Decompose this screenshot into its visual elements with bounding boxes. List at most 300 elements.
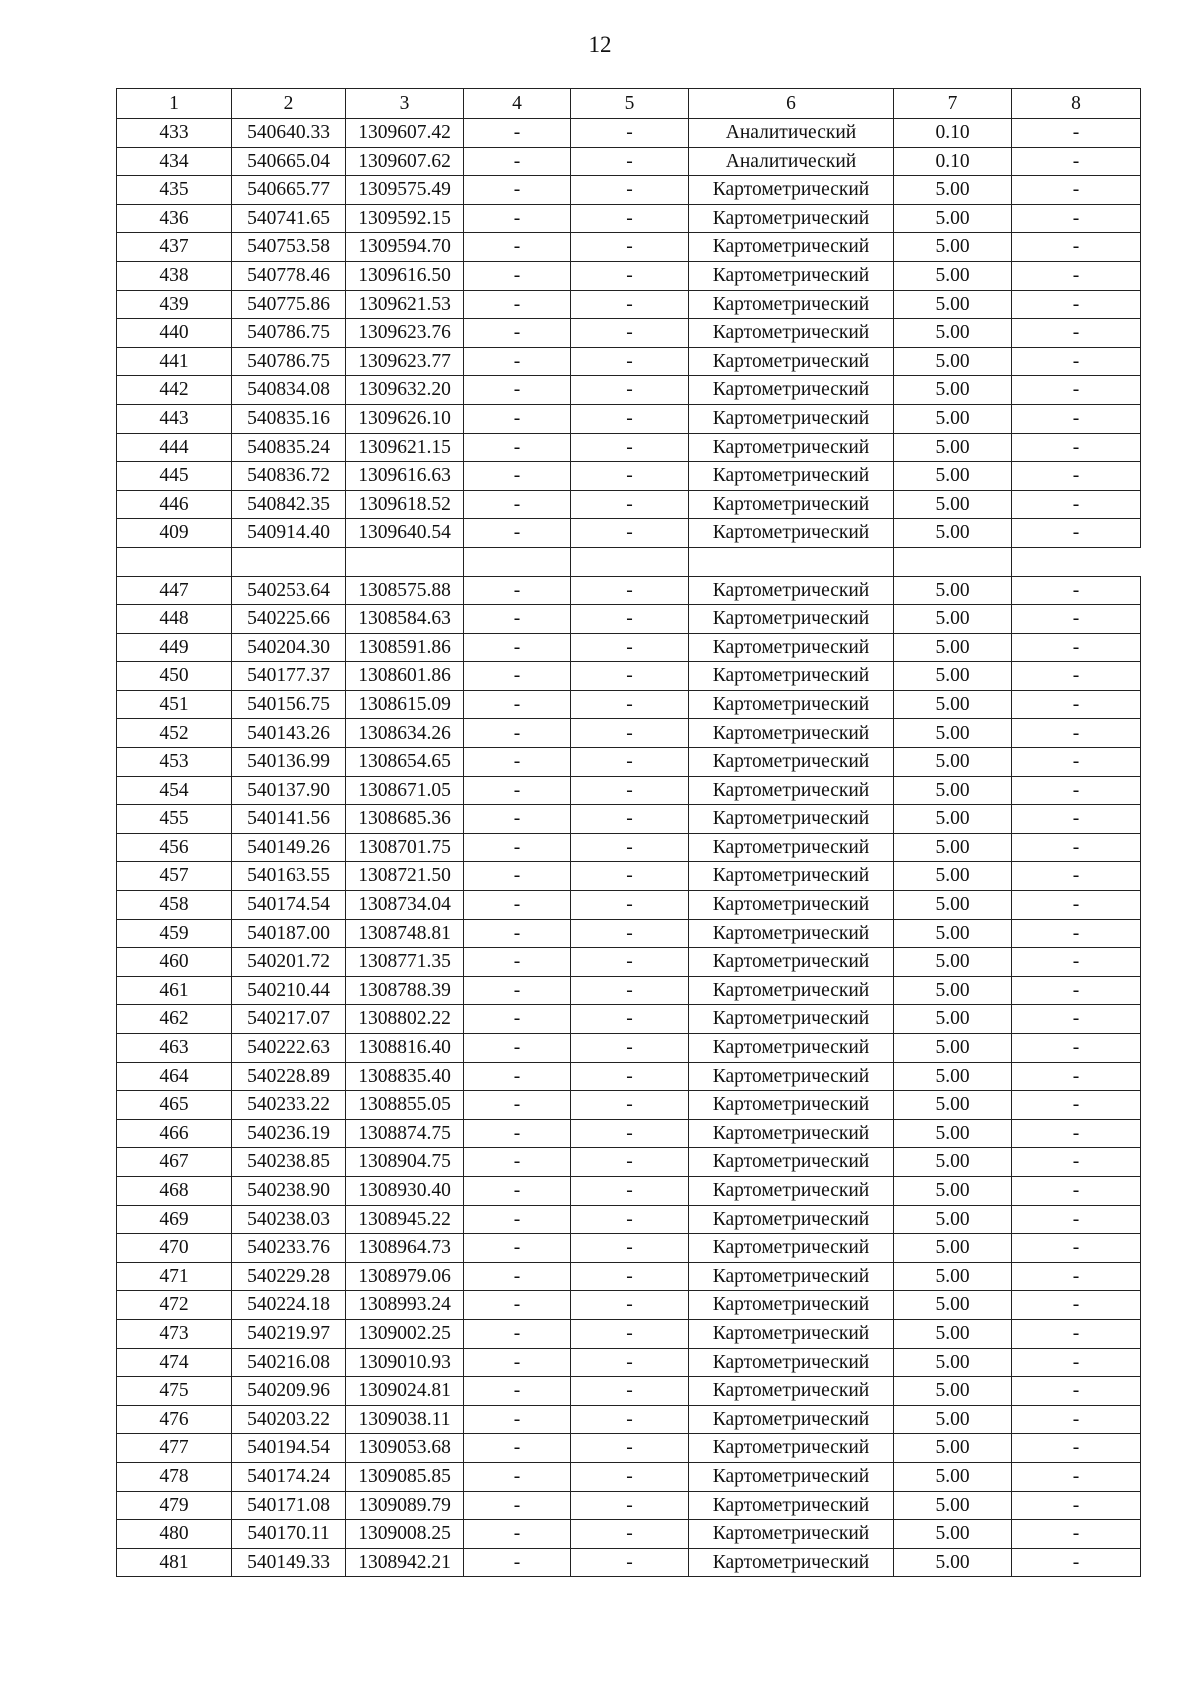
accuracy-cell: 5.00 [894, 404, 1012, 433]
col-8-cell: - [1012, 290, 1141, 319]
table-row [117, 690, 1141, 719]
col-8-cell: - [1012, 805, 1141, 834]
col-5-cell: - [571, 376, 689, 405]
accuracy-cell: 5.00 [894, 862, 1012, 891]
col-5-cell: - [571, 176, 689, 205]
y-coordinate-cell: 1308930.40 [346, 1176, 464, 1205]
col-5-cell: - [571, 1262, 689, 1291]
y-coordinate-cell: 1308835.40 [346, 1062, 464, 1091]
col-5-cell: - [571, 862, 689, 891]
x-coordinate-cell: 540238.90 [232, 1176, 346, 1205]
accuracy-cell: 5.00 [894, 1491, 1012, 1520]
method-cell: Картометрический [689, 1034, 894, 1063]
col-8-cell: - [1012, 891, 1141, 920]
y-coordinate-cell: 1308904.75 [346, 1148, 464, 1177]
y-coordinate-cell: 1309089.79 [346, 1491, 464, 1520]
method-cell: Картометрический [689, 1119, 894, 1148]
col-5-cell: - [571, 1319, 689, 1348]
col-4-cell: - [464, 1491, 571, 1520]
coordinates-table [116, 88, 1141, 1577]
accuracy-cell: 5.00 [894, 633, 1012, 662]
col-4-cell: - [464, 1234, 571, 1263]
table-row [117, 1176, 1141, 1205]
table-row [117, 833, 1141, 862]
header-col-4: 4 [464, 89, 571, 119]
section-separator [117, 547, 1141, 576]
col-8-cell: - [1012, 261, 1141, 290]
point-number-cell: 440 [117, 319, 232, 348]
point-number-cell: 444 [117, 433, 232, 462]
accuracy-cell: 5.00 [894, 261, 1012, 290]
col-4-cell: - [464, 319, 571, 348]
blank-cell [689, 547, 894, 576]
col-5-cell: - [571, 1377, 689, 1406]
col-8-cell: - [1012, 376, 1141, 405]
point-number-cell: 447 [117, 576, 232, 605]
accuracy-cell: 5.00 [894, 805, 1012, 834]
method-cell: Картометрический [689, 1434, 894, 1463]
accuracy-cell: 5.00 [894, 1291, 1012, 1320]
y-coordinate-cell: 1308591.86 [346, 633, 464, 662]
col-4-cell: - [464, 891, 571, 920]
point-number-cell: 473 [117, 1319, 232, 1348]
x-coordinate-cell: 540203.22 [232, 1405, 346, 1434]
col-4-cell: - [464, 776, 571, 805]
point-number-cell: 461 [117, 976, 232, 1005]
accuracy-cell: 5.00 [894, 833, 1012, 862]
col-4-cell: - [464, 1548, 571, 1577]
col-5-cell: - [571, 261, 689, 290]
method-cell: Картометрический [689, 1319, 894, 1348]
section-2-rows [117, 576, 1141, 1577]
col-5-cell: - [571, 433, 689, 462]
col-5-cell: - [571, 748, 689, 777]
accuracy-cell: 5.00 [894, 376, 1012, 405]
accuracy-cell: 5.00 [894, 1234, 1012, 1263]
accuracy-cell: 0.10 [894, 147, 1012, 176]
table-row [117, 1005, 1141, 1034]
table-row [117, 233, 1141, 262]
method-cell: Картометрический [689, 519, 894, 548]
method-cell: Картометрический [689, 976, 894, 1005]
col-5-cell: - [571, 519, 689, 548]
accuracy-cell: 5.00 [894, 490, 1012, 519]
y-coordinate-cell: 1308654.65 [346, 748, 464, 777]
point-number-cell: 436 [117, 204, 232, 233]
col-5-cell: - [571, 776, 689, 805]
method-cell: Картометрический [689, 1548, 894, 1577]
y-coordinate-cell: 1309002.25 [346, 1319, 464, 1348]
col-8-cell: - [1012, 1062, 1141, 1091]
method-cell: Картометрический [689, 404, 894, 433]
point-number-cell: 449 [117, 633, 232, 662]
method-cell: Картометрический [689, 662, 894, 691]
col-5-cell: - [571, 462, 689, 491]
col-4-cell: - [464, 605, 571, 634]
method-cell: Картометрический [689, 748, 894, 777]
y-coordinate-cell: 1308788.39 [346, 976, 464, 1005]
y-coordinate-cell: 1308671.05 [346, 776, 464, 805]
col-5-cell: - [571, 633, 689, 662]
method-cell: Картометрический [689, 719, 894, 748]
col-8-cell: - [1012, 1091, 1141, 1120]
point-number-cell: 445 [117, 462, 232, 491]
y-coordinate-cell: 1308584.63 [346, 605, 464, 634]
table-row [117, 948, 1141, 977]
col-5-cell: - [571, 1405, 689, 1434]
y-coordinate-cell: 1308979.06 [346, 1262, 464, 1291]
table-row [117, 1405, 1141, 1434]
x-coordinate-cell: 540224.18 [232, 1291, 346, 1320]
method-cell: Картометрический [689, 605, 894, 634]
x-coordinate-cell: 540216.08 [232, 1348, 346, 1377]
col-8-cell: - [1012, 690, 1141, 719]
table-row [117, 319, 1141, 348]
table-row [117, 404, 1141, 433]
method-cell: Картометрический [689, 805, 894, 834]
method-cell: Картометрический [689, 376, 894, 405]
col-8-cell: - [1012, 719, 1141, 748]
col-4-cell: - [464, 376, 571, 405]
method-cell: Картометрический [689, 948, 894, 977]
method-cell: Картометрический [689, 633, 894, 662]
table-row [117, 662, 1141, 691]
col-4-cell: - [464, 1262, 571, 1291]
col-4-cell: - [464, 976, 571, 1005]
method-cell: Картометрический [689, 462, 894, 491]
col-5-cell: - [571, 833, 689, 862]
point-number-cell: 475 [117, 1377, 232, 1406]
accuracy-cell: 5.00 [894, 719, 1012, 748]
col-8-cell: - [1012, 404, 1141, 433]
accuracy-cell: 5.00 [894, 919, 1012, 948]
col-8-cell: - [1012, 1377, 1141, 1406]
col-5-cell: - [571, 347, 689, 376]
y-coordinate-cell: 1308601.86 [346, 662, 464, 691]
col-8-cell: - [1012, 1234, 1141, 1263]
header-col-6: 6 [689, 89, 894, 119]
table-row [117, 119, 1141, 148]
accuracy-cell: 5.00 [894, 176, 1012, 205]
method-cell: Картометрический [689, 233, 894, 262]
col-4-cell: - [464, 1062, 571, 1091]
table-row [117, 1205, 1141, 1234]
col-8-cell: - [1012, 1434, 1141, 1463]
x-coordinate-cell: 540174.24 [232, 1462, 346, 1491]
table-row [117, 376, 1141, 405]
point-number-cell: 458 [117, 891, 232, 920]
point-number-cell: 480 [117, 1520, 232, 1549]
accuracy-cell: 5.00 [894, 1176, 1012, 1205]
point-number-cell: 476 [117, 1405, 232, 1434]
blank-cell [571, 547, 689, 576]
y-coordinate-cell: 1309621.53 [346, 290, 464, 319]
method-cell: Картометрический [689, 1205, 894, 1234]
method-cell: Картометрический [689, 1148, 894, 1177]
y-coordinate-cell: 1308993.24 [346, 1291, 464, 1320]
header-col-8: 8 [1012, 89, 1141, 119]
x-coordinate-cell: 540163.55 [232, 862, 346, 891]
col-5-cell: - [571, 319, 689, 348]
table-row [117, 1148, 1141, 1177]
method-cell: Картометрический [689, 1091, 894, 1120]
y-coordinate-cell: 1309085.85 [346, 1462, 464, 1491]
method-cell: Картометрический [689, 919, 894, 948]
method-cell: Картометрический [689, 1234, 894, 1263]
point-number-cell: 471 [117, 1262, 232, 1291]
accuracy-cell: 5.00 [894, 1548, 1012, 1577]
col-5-cell: - [571, 662, 689, 691]
y-coordinate-cell: 1309623.77 [346, 347, 464, 376]
x-coordinate-cell: 540640.33 [232, 119, 346, 148]
y-coordinate-cell: 1308802.22 [346, 1005, 464, 1034]
x-coordinate-cell: 540141.56 [232, 805, 346, 834]
table-row [117, 347, 1141, 376]
x-coordinate-cell: 540228.89 [232, 1062, 346, 1091]
x-coordinate-cell: 540835.24 [232, 433, 346, 462]
col-8-cell: - [1012, 605, 1141, 634]
col-5-cell: - [571, 719, 689, 748]
point-number-cell: 470 [117, 1234, 232, 1263]
point-number-cell: 446 [117, 490, 232, 519]
blank-cell [232, 547, 346, 576]
accuracy-cell: 5.00 [894, 976, 1012, 1005]
col-8-cell: - [1012, 862, 1141, 891]
y-coordinate-cell: 1308964.73 [346, 1234, 464, 1263]
col-4-cell: - [464, 404, 571, 433]
accuracy-cell: 5.00 [894, 433, 1012, 462]
point-number-cell: 468 [117, 1176, 232, 1205]
blank-cell [117, 547, 232, 576]
header-col-5: 5 [571, 89, 689, 119]
col-5-cell: - [571, 1091, 689, 1120]
method-cell: Картометрический [689, 1062, 894, 1091]
col-8-cell: - [1012, 1291, 1141, 1320]
x-coordinate-cell: 540225.66 [232, 605, 346, 634]
col-8-cell: - [1012, 1491, 1141, 1520]
accuracy-cell: 5.00 [894, 1377, 1012, 1406]
col-4-cell: - [464, 1434, 571, 1463]
col-4-cell: - [464, 862, 571, 891]
method-cell: Картометрический [689, 1176, 894, 1205]
y-coordinate-cell: 1309575.49 [346, 176, 464, 205]
col-8-cell: - [1012, 662, 1141, 691]
col-4-cell: - [464, 1205, 571, 1234]
col-5-cell: - [571, 948, 689, 977]
point-number-cell: 477 [117, 1434, 232, 1463]
col-5-cell: - [571, 1148, 689, 1177]
col-8-cell: - [1012, 119, 1141, 148]
x-coordinate-cell: 540775.86 [232, 290, 346, 319]
method-cell: Картометрический [689, 319, 894, 348]
col-4-cell: - [464, 1119, 571, 1148]
point-number-cell: 438 [117, 261, 232, 290]
col-8-cell: - [1012, 748, 1141, 777]
col-5-cell: - [571, 290, 689, 319]
method-cell: Картометрический [689, 1262, 894, 1291]
x-coordinate-cell: 540170.11 [232, 1520, 346, 1549]
x-coordinate-cell: 540217.07 [232, 1005, 346, 1034]
table-row [117, 1262, 1141, 1291]
col-8-cell: - [1012, 1462, 1141, 1491]
col-8-cell: - [1012, 519, 1141, 548]
col-5-cell: - [571, 805, 689, 834]
point-number-cell: 469 [117, 1205, 232, 1234]
table-row [117, 605, 1141, 634]
col-5-cell: - [571, 404, 689, 433]
x-coordinate-cell: 540786.75 [232, 319, 346, 348]
point-number-cell: 466 [117, 1119, 232, 1148]
point-number-cell: 452 [117, 719, 232, 748]
y-coordinate-cell: 1308816.40 [346, 1034, 464, 1063]
point-number-cell: 478 [117, 1462, 232, 1491]
col-8-cell: - [1012, 1005, 1141, 1034]
table-row [117, 1034, 1141, 1063]
col-8-cell: - [1012, 776, 1141, 805]
x-coordinate-cell: 540210.44 [232, 976, 346, 1005]
table-row [117, 176, 1141, 205]
col-8-cell: - [1012, 433, 1141, 462]
point-number-cell: 464 [117, 1062, 232, 1091]
col-8-cell: - [1012, 1348, 1141, 1377]
blank-cell [1012, 547, 1141, 576]
accuracy-cell: 5.00 [894, 776, 1012, 805]
accuracy-cell: 5.00 [894, 1405, 1012, 1434]
point-number-cell: 443 [117, 404, 232, 433]
x-coordinate-cell: 540835.16 [232, 404, 346, 433]
y-coordinate-cell: 1309594.70 [346, 233, 464, 262]
x-coordinate-cell: 540786.75 [232, 347, 346, 376]
x-coordinate-cell: 540137.90 [232, 776, 346, 805]
col-8-cell: - [1012, 319, 1141, 348]
col-5-cell: - [571, 233, 689, 262]
y-coordinate-cell: 1308721.50 [346, 862, 464, 891]
col-8-cell: - [1012, 1205, 1141, 1234]
method-cell: Картометрический [689, 862, 894, 891]
header-col-1: 1 [117, 89, 232, 119]
header-col-2: 2 [232, 89, 346, 119]
y-coordinate-cell: 1309616.50 [346, 261, 464, 290]
col-8-cell: - [1012, 833, 1141, 862]
method-cell: Картометрический [689, 204, 894, 233]
accuracy-cell: 5.00 [894, 748, 1012, 777]
point-number-cell: 437 [117, 233, 232, 262]
accuracy-cell: 5.00 [894, 1148, 1012, 1177]
col-5-cell: - [571, 1062, 689, 1091]
accuracy-cell: 5.00 [894, 576, 1012, 605]
method-cell: Картометрический [689, 1405, 894, 1434]
col-8-cell: - [1012, 1119, 1141, 1148]
col-8-cell: - [1012, 948, 1141, 977]
col-4-cell: - [464, 1091, 571, 1120]
x-coordinate-cell: 540778.46 [232, 261, 346, 290]
table-row [117, 719, 1141, 748]
col-4-cell: - [464, 119, 571, 148]
point-number-cell: 463 [117, 1034, 232, 1063]
col-5-cell: - [571, 1234, 689, 1263]
table-row [117, 891, 1141, 920]
accuracy-cell: 5.00 [894, 319, 1012, 348]
point-number-cell: 433 [117, 119, 232, 148]
x-coordinate-cell: 540149.33 [232, 1548, 346, 1577]
table-row [117, 261, 1141, 290]
col-5-cell: - [571, 1548, 689, 1577]
y-coordinate-cell: 1309008.25 [346, 1520, 464, 1549]
table-row [117, 1434, 1141, 1463]
accuracy-cell: 5.00 [894, 690, 1012, 719]
col-5-cell: - [571, 1462, 689, 1491]
col-5-cell: - [571, 605, 689, 634]
col-5-cell: - [571, 1034, 689, 1063]
table-row [117, 976, 1141, 1005]
method-cell: Картометрический [689, 1491, 894, 1520]
point-number-cell: 481 [117, 1548, 232, 1577]
col-5-cell: - [571, 1434, 689, 1463]
method-cell: Картометрический [689, 433, 894, 462]
x-coordinate-cell: 540842.35 [232, 490, 346, 519]
x-coordinate-cell: 540238.03 [232, 1205, 346, 1234]
y-coordinate-cell: 1309623.76 [346, 319, 464, 348]
col-4-cell: - [464, 204, 571, 233]
y-coordinate-cell: 1308701.75 [346, 833, 464, 862]
table-row [117, 490, 1141, 519]
col-4-cell: - [464, 462, 571, 491]
point-number-cell: 434 [117, 147, 232, 176]
blank-cell [894, 547, 1012, 576]
col-8-cell: - [1012, 347, 1141, 376]
col-5-cell: - [571, 1491, 689, 1520]
section-1-rows [117, 119, 1141, 548]
col-4-cell: - [464, 1462, 571, 1491]
x-coordinate-cell: 540741.65 [232, 204, 346, 233]
method-cell: Картометрический [689, 1462, 894, 1491]
accuracy-cell: 5.00 [894, 1034, 1012, 1063]
point-number-cell: 465 [117, 1091, 232, 1120]
x-coordinate-cell: 540236.19 [232, 1119, 346, 1148]
table-row [117, 1462, 1141, 1491]
col-5-cell: - [571, 1291, 689, 1320]
col-5-cell: - [571, 490, 689, 519]
x-coordinate-cell: 540914.40 [232, 519, 346, 548]
header-col-7: 7 [894, 89, 1012, 119]
method-cell: Картометрический [689, 776, 894, 805]
point-number-cell: 453 [117, 748, 232, 777]
col-4-cell: - [464, 719, 571, 748]
x-coordinate-cell: 540834.08 [232, 376, 346, 405]
col-8-cell: - [1012, 462, 1141, 491]
table-row [117, 1348, 1141, 1377]
accuracy-cell: 0.10 [894, 119, 1012, 148]
accuracy-cell: 5.00 [894, 290, 1012, 319]
col-8-cell: - [1012, 1405, 1141, 1434]
col-4-cell: - [464, 1291, 571, 1320]
col-4-cell: - [464, 748, 571, 777]
col-5-cell: - [571, 1205, 689, 1234]
table-row [117, 862, 1141, 891]
table-row [117, 1234, 1141, 1263]
y-coordinate-cell: 1308575.88 [346, 576, 464, 605]
point-number-cell: 462 [117, 1005, 232, 1034]
col-4-cell: - [464, 919, 571, 948]
x-coordinate-cell: 540238.85 [232, 1148, 346, 1177]
col-8-cell: - [1012, 176, 1141, 205]
method-cell: Картометрический [689, 833, 894, 862]
col-8-cell: - [1012, 633, 1141, 662]
x-coordinate-cell: 540136.99 [232, 748, 346, 777]
point-number-cell: 435 [117, 176, 232, 205]
x-coordinate-cell: 540194.54 [232, 1434, 346, 1463]
col-4-cell: - [464, 147, 571, 176]
